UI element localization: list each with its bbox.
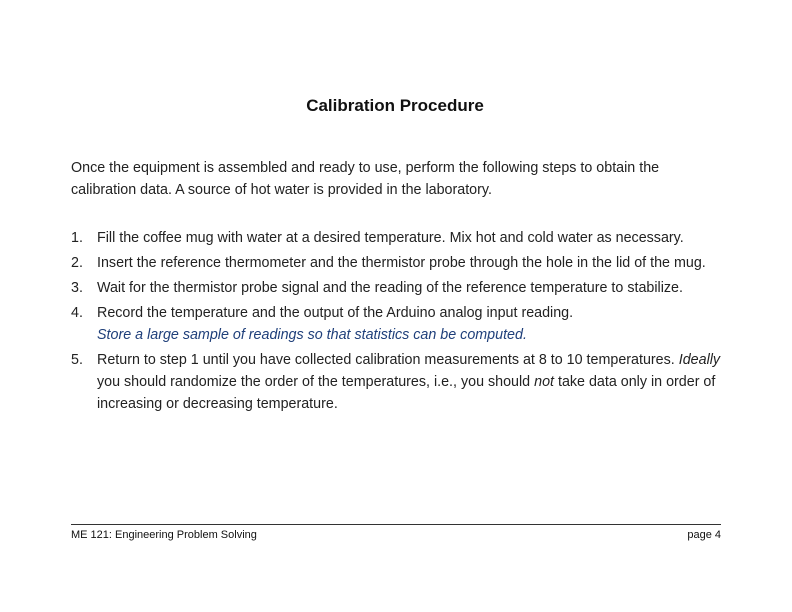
- intro-paragraph: Once the equipment is assembled and ready to use, perform the following steps to obtain the calibration data. A source of hot water is provided in the laboratory.: [71, 160, 660, 198]
- step-note: Store a large sample of readings so that statistics can be computed.: [97, 327, 527, 343]
- step-3: [71, 277, 721, 299]
- step-number: 4.: [71, 305, 83, 321]
- step-text: Wait for the thermistor probe signal and the reading of the reference temperature to stabilize.: [97, 280, 683, 296]
- step-text: Record the temperature and the output of the Arduino analog input reading.: [97, 305, 574, 321]
- step-text: you should randomize the order of the temperatures, i.e., you should: [97, 374, 531, 390]
- step-number: 3.: [71, 280, 83, 296]
- step-text: Fill the coffee mug with water at a desired temperature. Mix hot and cold water as necessary.: [97, 230, 684, 246]
- footer-page-number: page 4: [687, 529, 721, 541]
- step-number: 2.: [71, 255, 83, 271]
- step-text: take data only in order of increasing or decreasing temperature.: [97, 374, 716, 412]
- footer-course: ME 121: Engineering Problem Solving: [71, 529, 257, 541]
- step-text: Insert the reference thermometer and the thermistor probe through the hole in the lid of the mug.: [97, 255, 706, 271]
- step-5: [71, 349, 721, 415]
- procedure-steps: [71, 227, 721, 418]
- step-text: Return to step 1 until you have collected calibration measurements at 8 to 10 temperatures.: [97, 352, 675, 368]
- page-title: Calibration Procedure: [306, 96, 484, 115]
- step-number: 1.: [71, 230, 83, 246]
- step-emphasis: not: [534, 374, 554, 390]
- step-emphasis: Ideally: [678, 352, 721, 368]
- step-4: [71, 302, 721, 346]
- step-number: 5.: [71, 352, 83, 368]
- footer-divider: [71, 524, 721, 525]
- step-1: [71, 227, 721, 249]
- step-2: [71, 252, 721, 274]
